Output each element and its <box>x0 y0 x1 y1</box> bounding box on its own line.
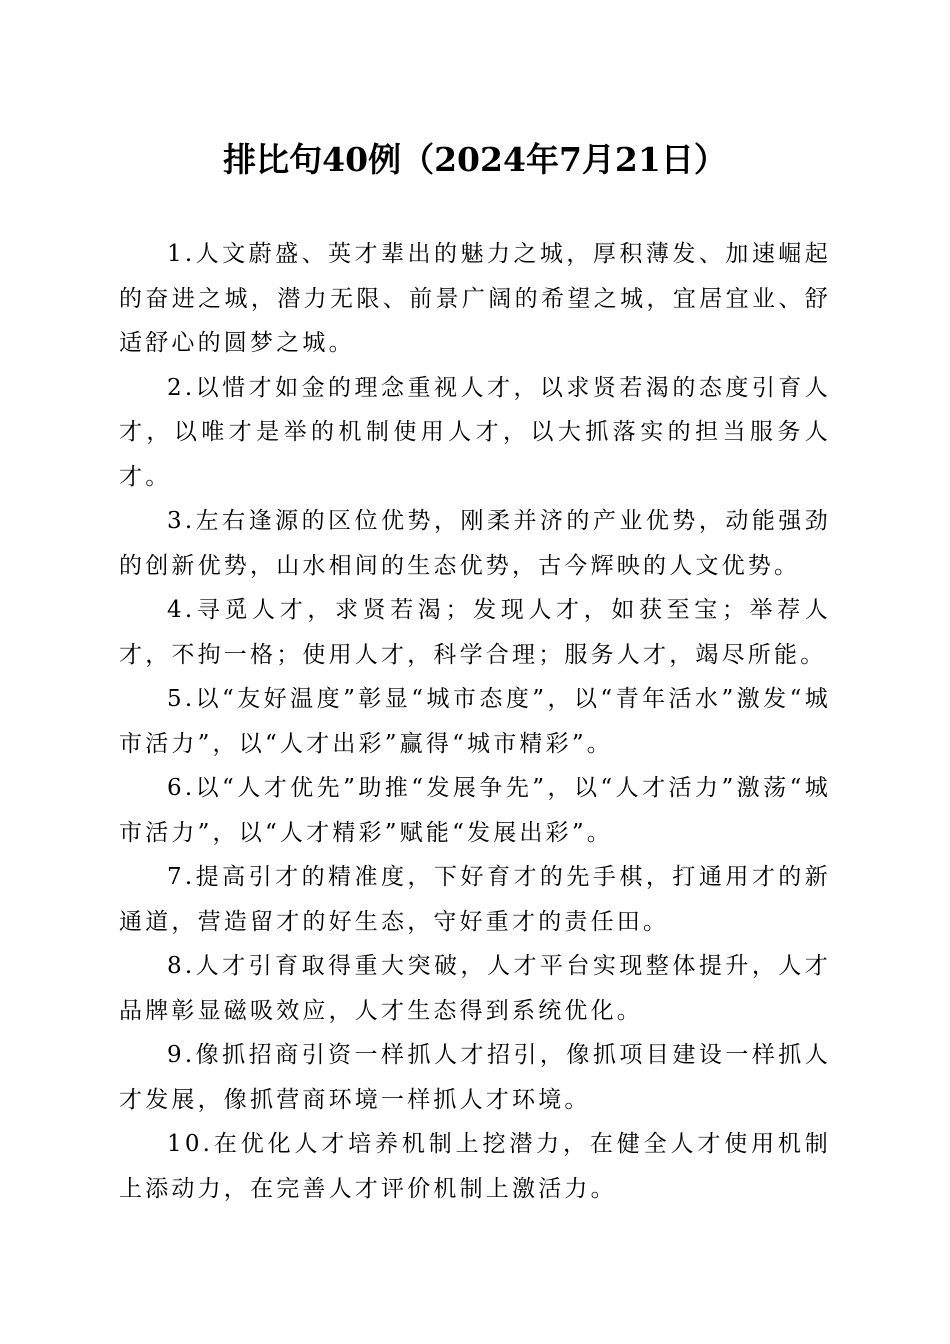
paragraph-6: 6.以“人才优先”助推“发展争先”，以“人才活力”激荡“城市活力”，以“人才精彩”赋能“发展出彩”。 <box>119 775 831 846</box>
paragraph-10: 10.在优化人才培养机制上挖潜力，在健全人才使用机制上添动力，在完善人才评价机制上激活力。 <box>119 1131 831 1202</box>
paragraph-9: 9.像抓招商引资一样抓人才招引，像抓项目建设一样抓人才发展，像抓营商环境一样抓人才环境。 <box>119 1042 831 1113</box>
document-body <box>119 232 831 1211</box>
paragraph-7: 7.提高引才的精准度，下好育才的先手棋，打通用才的新通道，营造留才的好生态，守好重才的责任田。 <box>119 864 831 935</box>
paragraph-2: 2.以惜才如金的理念重视人才，以求贤若渴的态度引育人才，以唯才是举的机制使用人才，以大抓落实的担当服务人才。 <box>119 374 831 490</box>
paragraph-4: 4.寻觅人才，求贤若渴；发现人才，如获至宝；举荐人才，不拘一格；使用人才，科学合理；服务人才，竭尽所能。 <box>119 597 831 668</box>
paragraph-5: 5.以“友好温度”彰显“城市态度”，以“青年活水”激发“城市活力”，以“人才出彩”赢得“城市精彩”。 <box>119 686 831 757</box>
paragraph-1: 1.人文蔚盛、英才辈出的魅力之城，厚积薄发、加速崛起的奋进之城，潜力无限、前景广阔的希望之城，宜居宜业、舒适舒心的圆梦之城。 <box>119 241 831 356</box>
document-title: 排比句40例（2024年7月21日） <box>223 140 727 179</box>
paragraph-3: 3.左右逢源的区位优势，刚柔并济的产业优势，动能强劲的创新优势，山水相间的生态优势，古今辉映的人文优势。 <box>119 508 831 579</box>
paragraph-8: 8.人才引育取得重大突破，人才平台实现整体提升，人才品牌彰显磁吸效应，人才生态得到系统优化。 <box>119 953 831 1024</box>
